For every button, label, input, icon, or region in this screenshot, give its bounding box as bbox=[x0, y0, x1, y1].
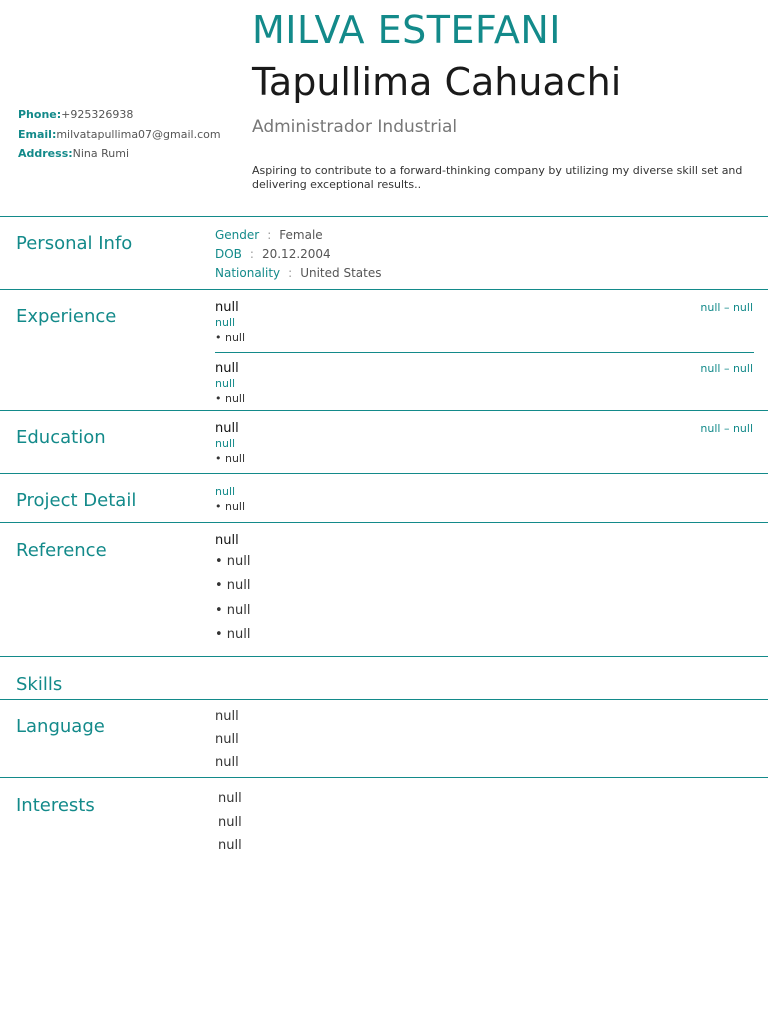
divider bbox=[0, 473, 768, 474]
reference-bullet: • null bbox=[215, 627, 251, 642]
section-title-language: Language bbox=[16, 716, 105, 737]
last-name: Tapullima Cahuachi bbox=[252, 60, 622, 104]
experience-company: null bbox=[215, 316, 236, 329]
section-title-project-detail: Project Detail bbox=[16, 490, 137, 511]
divider bbox=[215, 352, 754, 353]
divider bbox=[0, 777, 768, 778]
section-title-education: Education bbox=[16, 427, 106, 448]
phone-value: +925326938 bbox=[61, 108, 134, 121]
contact-address bbox=[18, 147, 129, 160]
experience-dates: null – null bbox=[700, 362, 753, 375]
reference-name: null bbox=[215, 533, 239, 548]
dob-value: 20.12.2004 bbox=[261, 247, 331, 261]
section-title-experience: Experience bbox=[16, 306, 117, 327]
experience-title: null bbox=[215, 300, 239, 315]
experience-dates: null – null bbox=[700, 301, 753, 314]
nationality-row bbox=[215, 266, 381, 280]
interest-item: null bbox=[218, 815, 242, 830]
reference-bullet: • null bbox=[215, 603, 251, 618]
gender-value: Female bbox=[279, 228, 323, 242]
experience-bullet: • null bbox=[215, 392, 246, 405]
profile-summary: Aspiring to contribute to a forward-thinking company by utilizing my diverse skill set and delivering exceptional results.. bbox=[252, 164, 743, 191]
interest-item: null bbox=[218, 838, 242, 853]
separator: : bbox=[267, 228, 272, 242]
project-bullet: • null bbox=[215, 500, 246, 513]
address-value: Nina Rumi bbox=[72, 147, 130, 160]
divider bbox=[0, 410, 768, 411]
contact-phone bbox=[18, 108, 133, 121]
separator: : bbox=[249, 247, 254, 261]
gender-label: Gender bbox=[215, 228, 260, 242]
language-item: null bbox=[215, 755, 239, 770]
education-bullet: • null bbox=[215, 452, 246, 465]
nationality-value: United States bbox=[300, 266, 382, 280]
education-dates: null – null bbox=[700, 422, 753, 435]
job-title: Administrador Industrial bbox=[252, 117, 458, 137]
education-title: null bbox=[215, 421, 239, 436]
nationality-label: Nationality bbox=[215, 266, 281, 280]
first-name: MILVA ESTEFANI bbox=[252, 8, 561, 52]
experience-company: null bbox=[215, 377, 236, 390]
interest-item: null bbox=[218, 791, 242, 806]
email-label: Email: bbox=[18, 128, 57, 141]
divider bbox=[0, 522, 768, 523]
project-name: null bbox=[215, 485, 236, 498]
language-item: null bbox=[215, 709, 239, 724]
contact-email bbox=[18, 128, 221, 141]
email-value[interactable]: milvatapullima07@gmail.com bbox=[56, 128, 221, 141]
language-item: null bbox=[215, 732, 239, 747]
divider bbox=[0, 656, 768, 657]
dob-label: DOB bbox=[215, 247, 242, 261]
phone-label: Phone: bbox=[18, 108, 62, 121]
address-label: Address: bbox=[18, 147, 73, 160]
dob-row bbox=[215, 247, 331, 261]
divider bbox=[0, 289, 768, 290]
section-title-skills: Skills bbox=[16, 674, 63, 695]
separator: : bbox=[288, 266, 293, 280]
section-title-reference: Reference bbox=[16, 540, 107, 561]
reference-bullet: • null bbox=[215, 554, 251, 569]
experience-bullet: • null bbox=[215, 331, 246, 344]
gender-row bbox=[215, 228, 323, 242]
education-institution: null bbox=[215, 437, 236, 450]
divider bbox=[0, 699, 768, 700]
divider bbox=[0, 216, 768, 217]
reference-bullet: • null bbox=[215, 578, 251, 593]
section-title-interests: Interests bbox=[16, 795, 95, 816]
section-title-personal-info: Personal Info bbox=[16, 233, 133, 254]
experience-title: null bbox=[215, 361, 239, 376]
